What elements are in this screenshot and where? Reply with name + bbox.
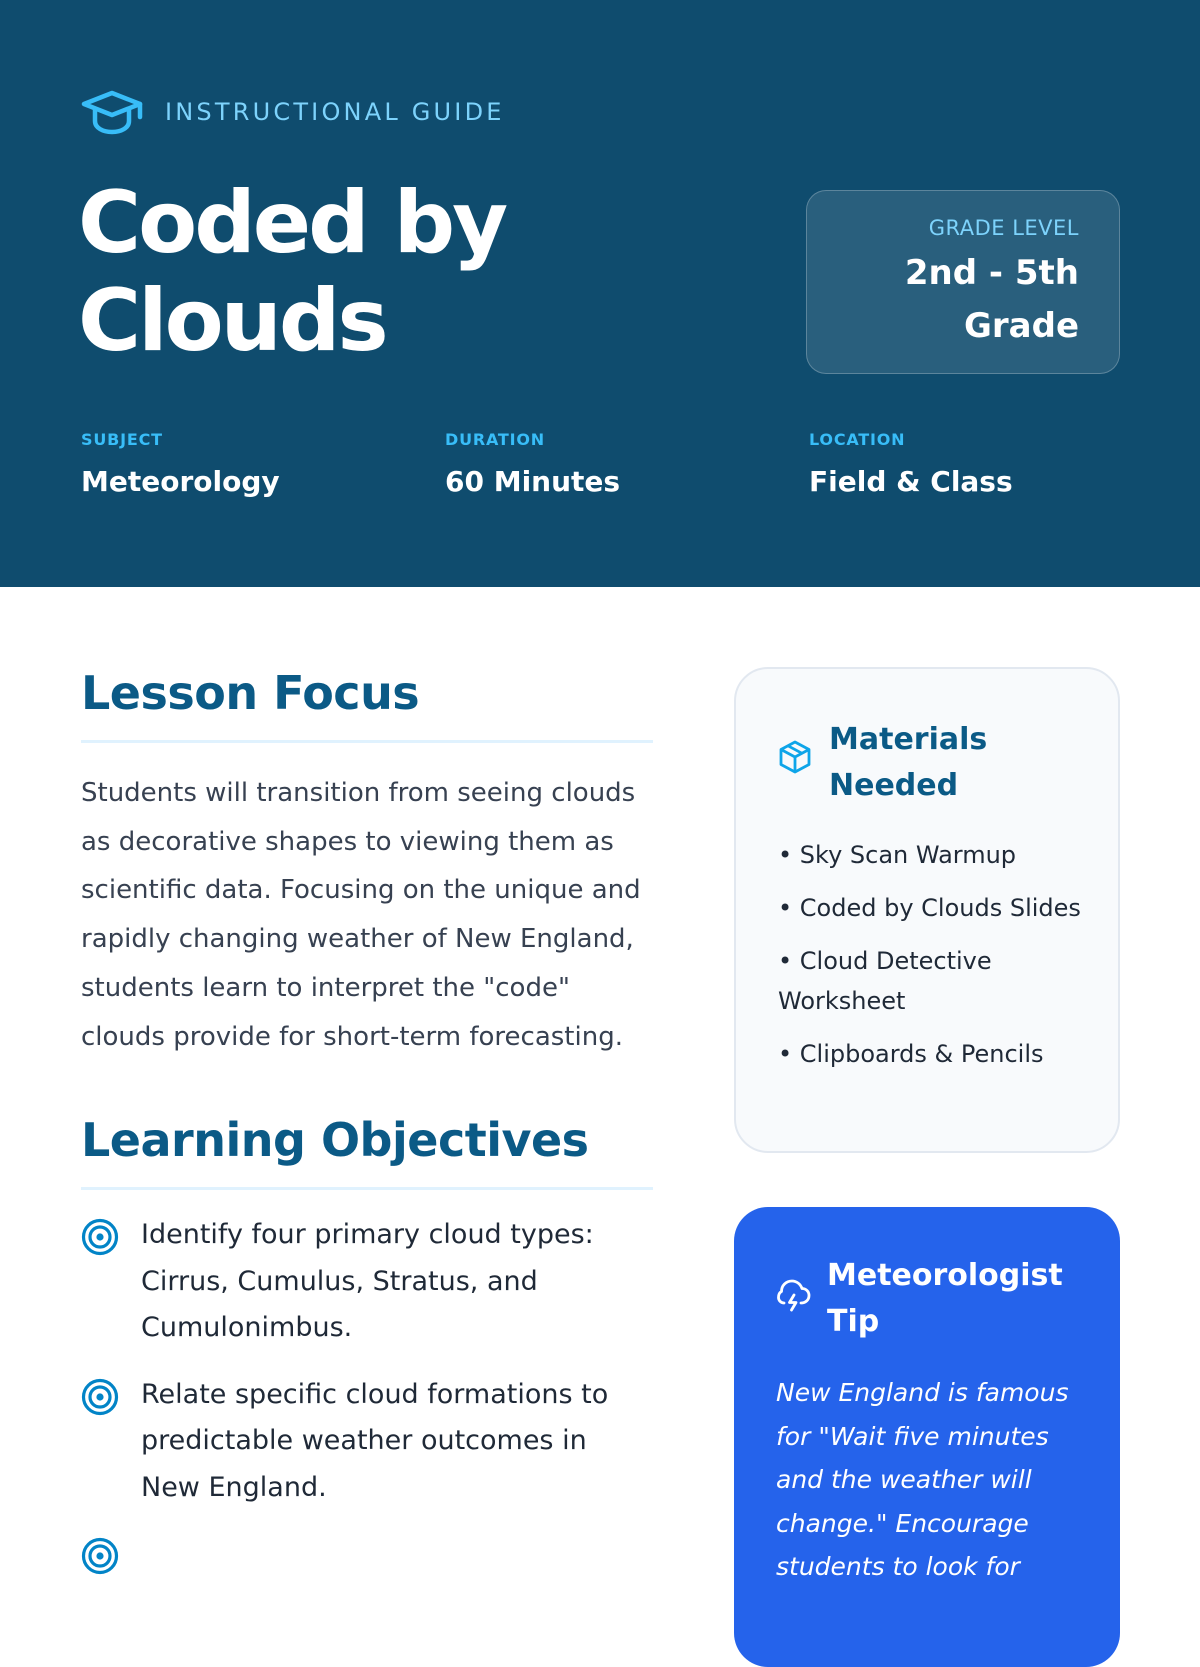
materials-item: • Clipboards & Pencils [778, 1040, 1044, 1068]
materials-card-header [778, 717, 1088, 809]
grade-level-label: GRADE LEVEL [928, 216, 1079, 240]
learning-objectives-heading: Learning Objectives [81, 1113, 589, 1168]
materials-card [734, 667, 1120, 1153]
materials-item: • Coded by Clouds Slides [778, 894, 1081, 922]
target-icon [81, 1218, 119, 1272]
section-divider [81, 740, 653, 743]
section-divider [81, 1187, 653, 1190]
objective-text: Identify four primary cloud types: Cirrus, Cumulus, Stratus, and Cumulonimbus. [141, 1219, 594, 1344]
package-icon [778, 739, 812, 779]
tip-card-header [776, 1253, 1090, 1345]
target-icon [81, 1537, 119, 1591]
meta-duration-label: DURATION [445, 430, 545, 449]
grade-level-value: 2nd - 5th Grade [904, 253, 1079, 346]
meta-location-value: Field & Class [809, 465, 1013, 498]
objective-item [81, 1212, 653, 1352]
objective-text: Relate specific cloud formations to predictable weather outcomes in New England. [141, 1378, 609, 1503]
target-icon [81, 1378, 119, 1432]
eyebrow-label: INSTRUCTIONAL GUIDE [165, 98, 505, 126]
meta-duration [445, 428, 620, 502]
tip-text: New England is famous for "Wait five minutes and the weather will change." Encourage students to look for [776, 1378, 1069, 1581]
materials-title: Materials Needed [829, 722, 988, 803]
meta-subject-value: Meteorology [81, 465, 280, 498]
materials-item: • Cloud Detective Worksheet [778, 947, 992, 1015]
objective-item [81, 1372, 653, 1512]
main-content [81, 660, 653, 1531]
eyebrow [81, 88, 505, 136]
materials-item: • Sky Scan Warmup [778, 841, 1017, 869]
lesson-focus-section [81, 660, 653, 1061]
lesson-focus-heading: Lesson Focus [81, 666, 420, 720]
meta-subject-label: SUBJECT [81, 430, 163, 449]
materials-list [778, 835, 1088, 1074]
meteorologist-tip-card [734, 1207, 1120, 1667]
objectives-list [81, 1212, 653, 1511]
grade-level-card [806, 190, 1120, 374]
learning-objectives-section [81, 1107, 653, 1511]
lesson-header [0, 0, 1200, 587]
meta-duration-value: 60 Minutes [445, 465, 621, 498]
page-title: Coded by Clouds [78, 173, 506, 371]
tip-title: Meteorologist Tip [827, 1258, 1063, 1339]
lesson-focus-text: Students will transition from seeing clouds as decorative shapes to viewing them as scientific data. Focusing on the unique and rapidly changing weather of New England, students learn to interpret the "code" clouds provide for short-term forecasting. [81, 778, 641, 1052]
graduation-cap-icon [81, 88, 143, 136]
meta-location [809, 428, 1013, 502]
meta-subject [81, 428, 280, 502]
meta-location-label: LOCATION [809, 430, 906, 449]
cloud-lightning-icon [776, 1277, 812, 1317]
